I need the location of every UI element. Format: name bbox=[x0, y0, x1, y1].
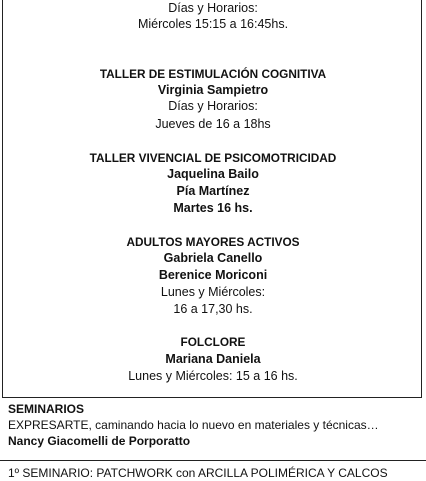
adultos-horario: 16 a 17,30 hs. bbox=[173, 302, 253, 316]
first-seminario: 1º SEMINARIO: PATCHWORK con ARCILLA POLIMÉRICA Y CALCOS bbox=[8, 466, 388, 480]
folclore-horario: Lunes y Miércoles: 15 a 16 hs. bbox=[128, 369, 298, 383]
adultos-dias: Lunes y Miércoles: bbox=[160, 285, 266, 299]
psicomotricidad-title: TALLER VIVENCIAL DE PSICOMOTRICIDAD bbox=[89, 151, 337, 165]
psicomotricidad-horario: Martes 16 hs. bbox=[173, 201, 253, 215]
cognitiva-title: TALLER DE ESTIMULACIÓN COGNITIVA bbox=[99, 67, 327, 81]
seminarios-description: EXPRESARTE, caminando hacia lo nuevo en materiales y técnicas… bbox=[8, 418, 379, 432]
folclore-teacher: Mariana Daniela bbox=[165, 352, 261, 366]
cognitiva-teacher: Virginia Sampietro bbox=[157, 83, 269, 97]
seminarios-divider bbox=[0, 460, 426, 461]
seminarios-heading: SEMINARIOS bbox=[8, 402, 85, 416]
cognitiva-dias-label: Días y Horarios: bbox=[168, 99, 258, 113]
adultos-teacher-2: Berenice Moriconi bbox=[158, 268, 268, 282]
psicomotricidad-teacher-1: Jaquelina Bailo bbox=[167, 167, 259, 181]
folclore-title: FOLCLORE bbox=[180, 335, 246, 349]
seminarios-teacher: Nancy Giacomelli de Porporatto bbox=[8, 434, 191, 448]
top-horario: Miércoles 15:15 a 16:45hs. bbox=[137, 17, 289, 31]
top-dias-label: Días y Horarios: bbox=[168, 1, 258, 15]
psicomotricidad-teacher-2: Pía Martínez bbox=[176, 184, 250, 198]
adultos-teacher-1: Gabriela Canello bbox=[163, 251, 263, 265]
cognitiva-horario: Jueves de 16 a 18hs bbox=[155, 117, 271, 131]
adultos-title: ADULTOS MAYORES ACTIVOS bbox=[126, 235, 300, 249]
